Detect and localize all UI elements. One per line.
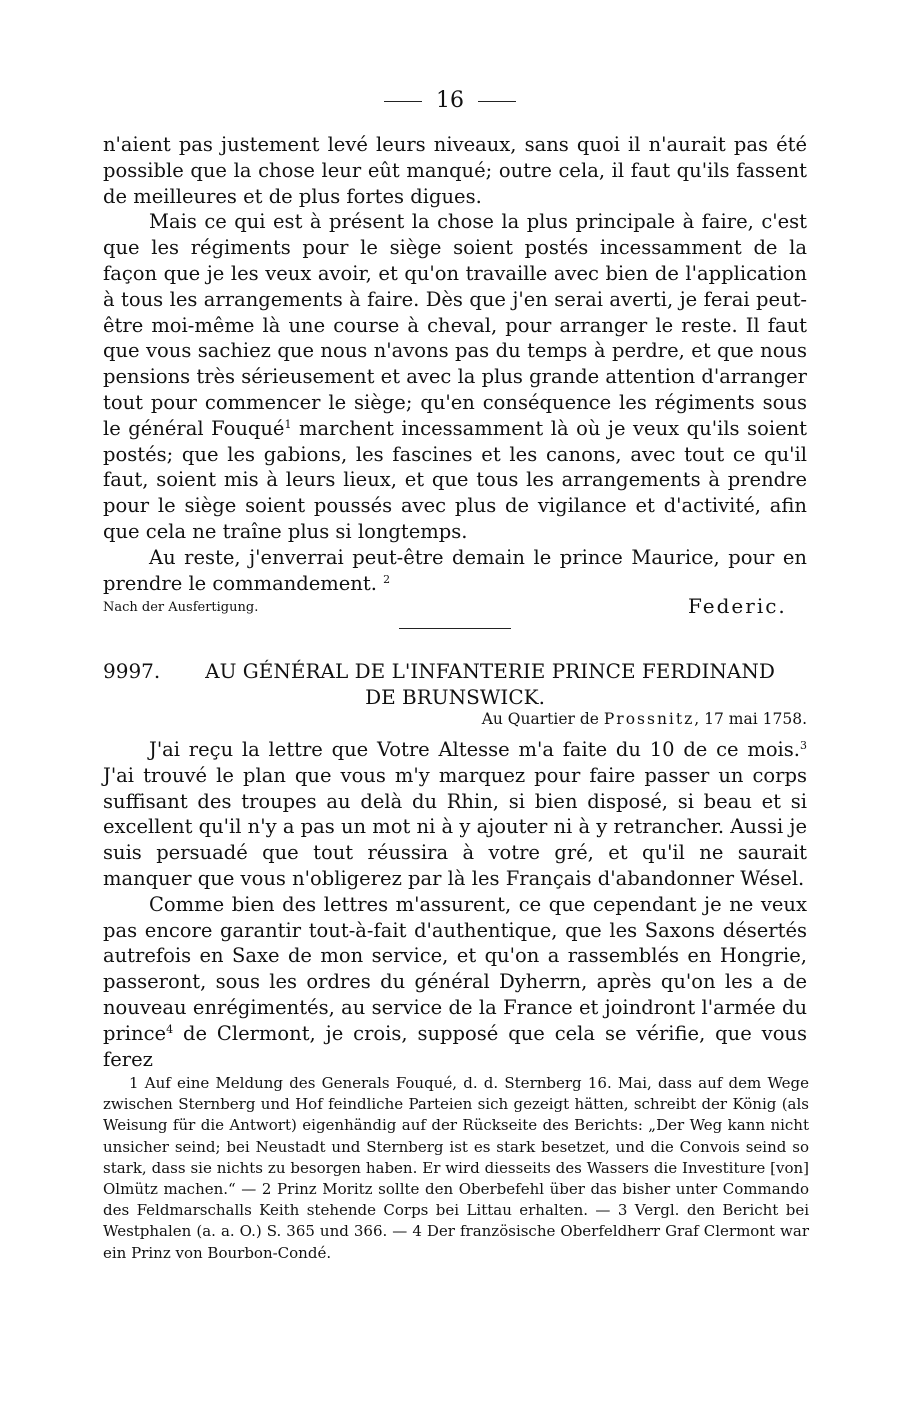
source-note: Nach der Ausfertigung. — [103, 600, 259, 615]
heading-line-2: DE BRUNSWICK. — [365, 685, 545, 709]
letter-paragraph-1: J'ai reçu la lettre que Votre Altesse m'a faite du 10 de ce mois.$^3$ J'ai trouvé le plan que vous m'y marquez pour faire passer un corps suffisant des troupes au delà du Rhin, si bien disposé, si beau et si excellent qu'il n'y a pas un mot ni à y ajouter ni à y retrancher. Aussi je suis persuadé que tout réussira à votre gré, et qu'il ne saurait manquer que vous n'obligerez par là les Français d'abandonner Wésel. — [103, 738, 807, 890]
header-dash-right — [478, 101, 516, 102]
footnote-ref-2: 2 — [383, 572, 391, 586]
continuation-paragraph: n'aient pas justement levé leurs niveaux, sans quoi il n'aurait pas été possible que la chose leur eût manqué; outre cela, il faut qu'ils fassent de meilleures et de plus fortes digues. — [103, 133, 807, 208]
paragraph-prince-maurice: Au reste, j'enverrai peut-être demain le prince Maurice, pour en prendre le commandement. $^2$ — [103, 545, 807, 595]
letter-body — [103, 737, 807, 1072]
footnote-ref-3: 3 — [800, 739, 807, 752]
heading-line-1: AU GÉNÉRAL DE L'INFANTERIE PRINCE FERDINAND — [205, 659, 775, 683]
footnotes — [103, 1073, 809, 1264]
footnotes-text: 1 Auf eine Meldung des Generals Fouqué, d. d. Sternberg 16. Mai, dass auf dem Wege zwischen Sternberg und Hof feindliche Parteien sich gezeigt hätten, schreibt der König (als Weisung für die Antwort) eigenhändig auf der Rückseite des Berichts: „Der Weg kann nicht unsicher seind; bei Neustadt und Sternberg ist es stark besetzet, und die Convois seind so stark, dass sie nichts zu besorgen haben. Er wird diesseits des Wassers die Investiture [von] Olmütz machen.“ — 2 Prinz Moritz sollte den Oberbefehl über das bisher unter Commando des Feldmarschalls Keith stehende Corps bei Littau erhalten. — 3 Vergl. den Bericht bei Westphalen (a. a. O.) S. 365 und 366. — 4 Der französische Oberfeldherr Graf Clermont war ein Prinz von Bourbon-Condé. — [103, 1074, 809, 1262]
paragraph-siege: Mais ce qui est à présent la chose la plus principale à faire, c'est que les régiments pour le siège soient postés incessamment de la façon que je les veux avoir, et qu'on travaille avec bien de l'application à tous les arrangements à faire. Dès que j'en serai averti, je ferai peut-être moi-même là une course à cheval, pour arranger le reste. Il faut que vous sachiez que nous n'avons pas du temps à perdre, et que nous pensions très sérieusement et avec la plus grande attention d'arranger tout pour commencer le siège; qu'en conséquence les régiments sous le général Fouqué$^1$ marchent incessamment là où je veux qu'ils soient postés; que les gabions, les fascines et les canons, avec tout ce qu'il faut, soient mis à leurs lieux, et que tous les arrangements à prendre pour le siège soient poussés avec plus de vigilance et d'activité, afin que cela ne traîne plus si longtemps. — [103, 210, 807, 543]
signature: Federic. — [688, 594, 787, 618]
letter-heading — [103, 658, 807, 710]
header-dash-left — [384, 101, 422, 102]
footnote-ref-1: 1 — [284, 417, 292, 431]
section-divider — [399, 628, 511, 629]
page-number-header — [0, 88, 900, 113]
letter-number: 9997. — [103, 659, 161, 683]
page-number: 16 — [436, 88, 464, 113]
body-text-top — [103, 132, 807, 596]
footnote-ref-4: 4 — [166, 1022, 174, 1036]
dateline: Au Quartier de Prossnitz, 17 mai 1758. — [481, 710, 807, 728]
letter-paragraph-2: Comme bien des lettres m'assurent, ce que cependant je ne veux pas encore garantir tout-à-fait d'authentique, que les Saxons désertés autrefois en Saxe de mon service, et qu'on a rassemblés en Hongrie, passeront, sous les ordres du général Dyherrn, après qu'on les a de nouveau enrégimentés, au service de la France et joindront l'armée du prince$^4$ de Clermont, je crois, supposé que cela se vérifie, que vous ferez — [103, 892, 807, 1071]
date-place: Prossnitz — [603, 710, 695, 728]
